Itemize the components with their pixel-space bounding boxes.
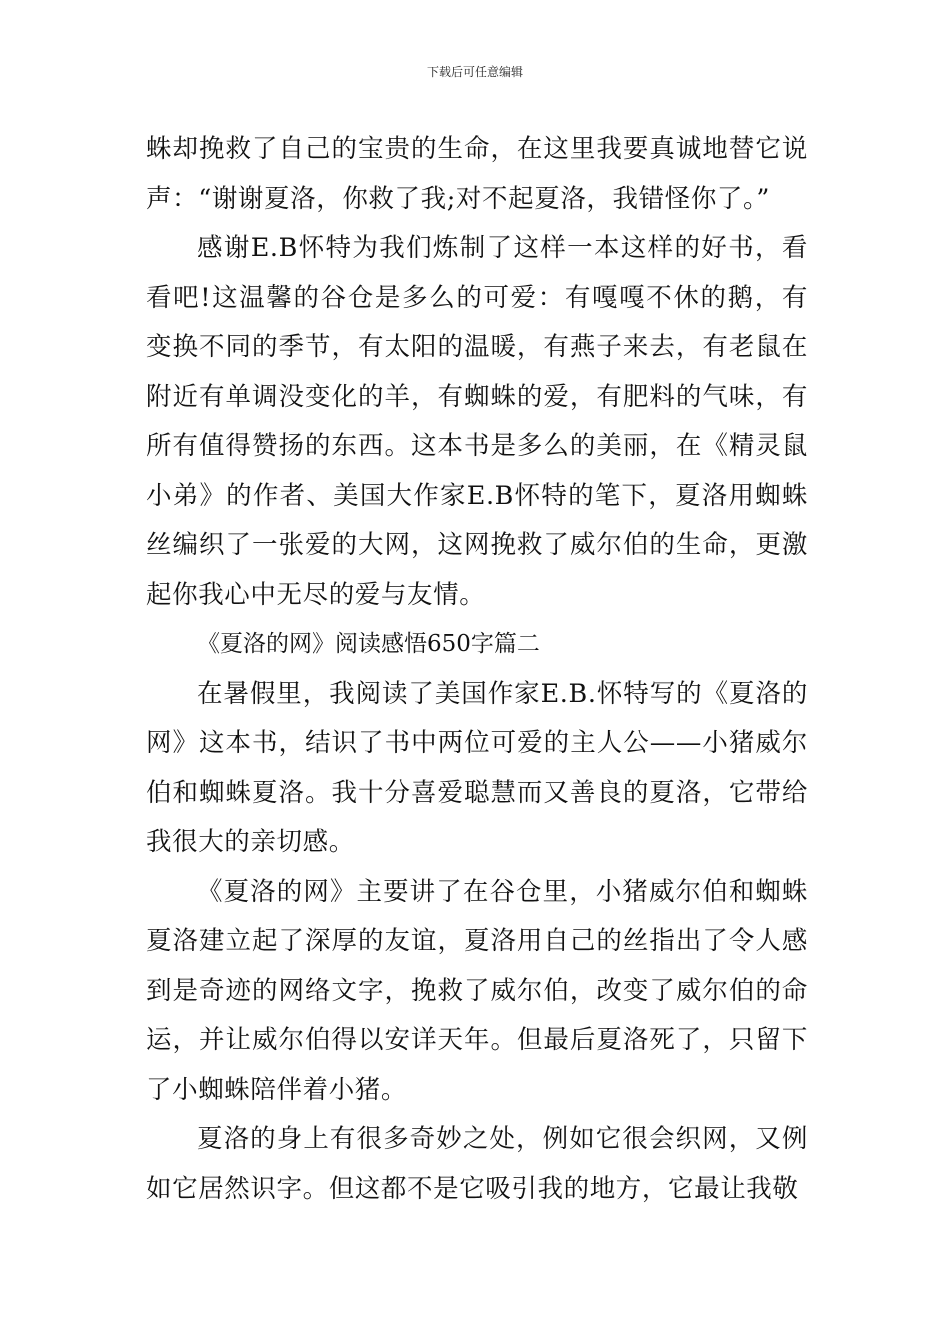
page-header: 下载后可任意编辑 xyxy=(426,65,523,79)
section-heading: 《夏洛的网》阅读感悟650字篇二 xyxy=(197,631,540,657)
paragraph-thanks: 感谢E.B怀特为我们炼制了这样一本这样的好书，看看吧!这温馨的谷仓是多么的可爱：有嘎嘎不休的鹅，有变换不同的季节，有太阳的温暖，有燕子来去，有老鼠在附近有单调没变化的羊，有蜘蛛的爱，有肥料的气味，有所有值得赞扬的东西。这本书是多么的美丽，在《精灵鼠小弟》的作者、美国大作家E.B怀特的笔下，夏洛用蜘蛛丝编织了一张爱的大网，这网挽救了威尔伯的生命，更激起你我心中无尽的爱与友情。 xyxy=(146,233,808,610)
document-body xyxy=(146,125,808,1214)
paragraph-continuation: 蛛却挽救了自己的宝贵的生命，在这里我要真诚地替它说声：“谢谢夏洛，你救了我;对不起夏洛，我错怪你了。” xyxy=(146,134,808,214)
paragraph-intro: 在暑假里，我阅读了美国作家E.B.怀特写的《夏洛的网》这本书，结识了书中两位可爱的主人公——小猪威尔伯和蜘蛛夏洛。我十分喜爱聪慧而又善良的夏洛，它带给我很大的亲切感。 xyxy=(146,678,808,857)
paragraph-charlotte: 夏洛的身上有很多奇妙之处，例如它很会织网，又例如它居然识字。但这都不是它吸引我的地方，它最让我敬 xyxy=(146,1124,808,1204)
paragraph-summary: 《夏洛的网》主要讲了在谷仓里，小猪威尔伯和蜘蛛夏洛建立起了深厚的友谊，夏洛用自己的丝指出了令人感到是奇迹的网络文字，挽救了威尔伯，改变了威尔伯的命运，并让威尔伯得以安详天年。但最后夏洛死了，只留下了小蜘蛛陪伴着小猪。 xyxy=(146,876,808,1105)
